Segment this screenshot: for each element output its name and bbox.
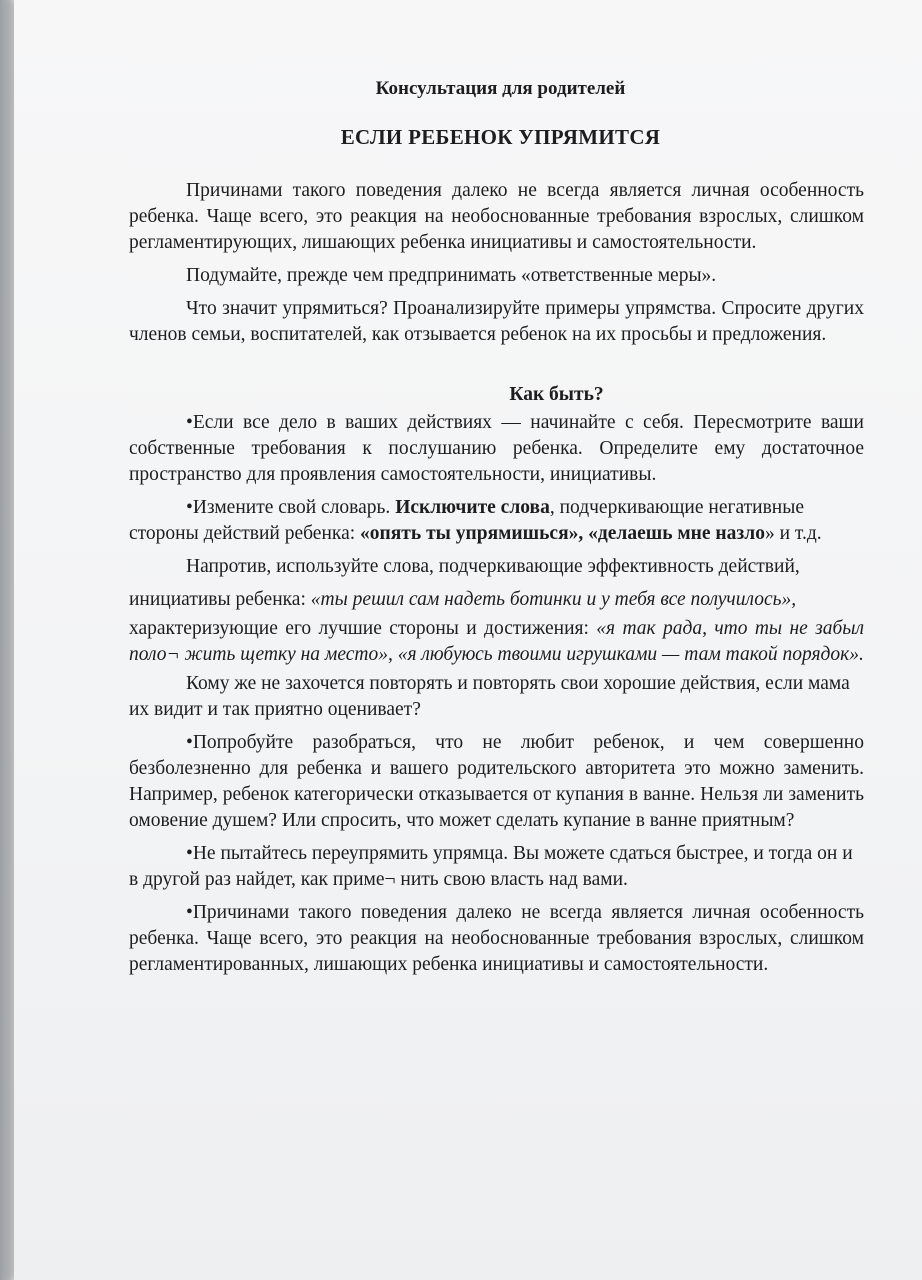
intro-paragraph-2: Подумайте, прежде чем предпринимать «ответственные меры». <box>186 265 717 286</box>
question-paragraph: Кому же не захочется повторять и повторять свои хорошие действия, если мама их видит и так приятно оценивает? <box>129 673 850 720</box>
paper-sheet <box>14 0 922 1280</box>
tip2-bold-phrase: Исключите слова <box>395 497 550 518</box>
initiative-quote: «ты решил сам надеть ботинки и у тебя все получилось», <box>310 589 797 610</box>
section-heading: Как быть? <box>509 384 604 405</box>
tip-paragraph-4: •Не пытайтесь переупрямить упрямца. Вы можете сдаться быстрее, и тогда он и в другой раз найдет, как приме¬ нить свою власть над вами. <box>129 843 853 890</box>
characterizing-quote: «я так рада, что ты не забыл поло¬ жить щетку на место», «я любуюсь твоими игрушками — там такой порядок». <box>129 618 865 665</box>
document-body <box>129 76 864 985</box>
document-title: ЕСЛИ РЕБЕНОК УПРЯМИТСЯ <box>340 125 661 149</box>
initiative-line <box>129 587 864 613</box>
tip-paragraph-1: •Если все дело в ваших действиях — начинайте с себя. Пересмотрите ваши собственные требования к послушанию ребенка. Определите ему достаточное пространство для проявления самостоятельности, инициативы. <box>129 412 864 485</box>
intro-paragraph-3: Что значит упрямиться? Проанализируйте примеры упрямства. Спросите других членов семьи, воспитателей, как отзывается ребенок на их просьбы и предложения. <box>129 298 864 345</box>
document-subtitle: Консультация для родителей <box>375 78 626 99</box>
opposite-paragraph: Напротив, используйте слова, подчеркивающие эффективность действий, <box>186 556 800 577</box>
characterizing-text: характеризующие его лучшие стороны и достижения: <box>129 618 597 639</box>
intro-paragraph-1: Причинами такого поведения далеко не всегда является личная особенность ребенка. Чаще всего, это реакция на необоснованные требования взрослых, слишком регламентирующих, лишающих ребенка инициативы и самостоятельности. <box>129 180 864 253</box>
tip2-text-end: » и т.д. <box>764 523 822 544</box>
tip-paragraph-3: •Попробуйте разобраться, что не любит ребенок, и чем совершенно безболезненно для ребенка и вашего родительского авторитета это можно заменить. Например, ребенок категорически отказывается от купания в ванне. Нельзя ли заменить омовение душем? Или спросить, что может сделать купание в ванне приятным? <box>129 732 864 831</box>
tip2-bold-quote: «опять ты упрямишься», «делаешь мне назло <box>360 523 765 544</box>
characterizing-line <box>129 616 864 668</box>
tip2-text-middle: , подчеркивающие негативные стороны действий ребенка: <box>129 497 804 544</box>
tip-paragraph-5: •Причинами такого поведения далеко не всегда является личная особенность ребенка. Чаще всего, это реакция на необоснованные требования взрослых, слишком регламентированных, лишающих ребенка инициативы и самостоятельности. <box>129 902 864 975</box>
initiative-text: инициативы ребенка: <box>129 589 311 610</box>
tip-paragraph-2 <box>129 495 864 547</box>
tip2-text-start: •Измените свой словарь. <box>186 497 396 518</box>
